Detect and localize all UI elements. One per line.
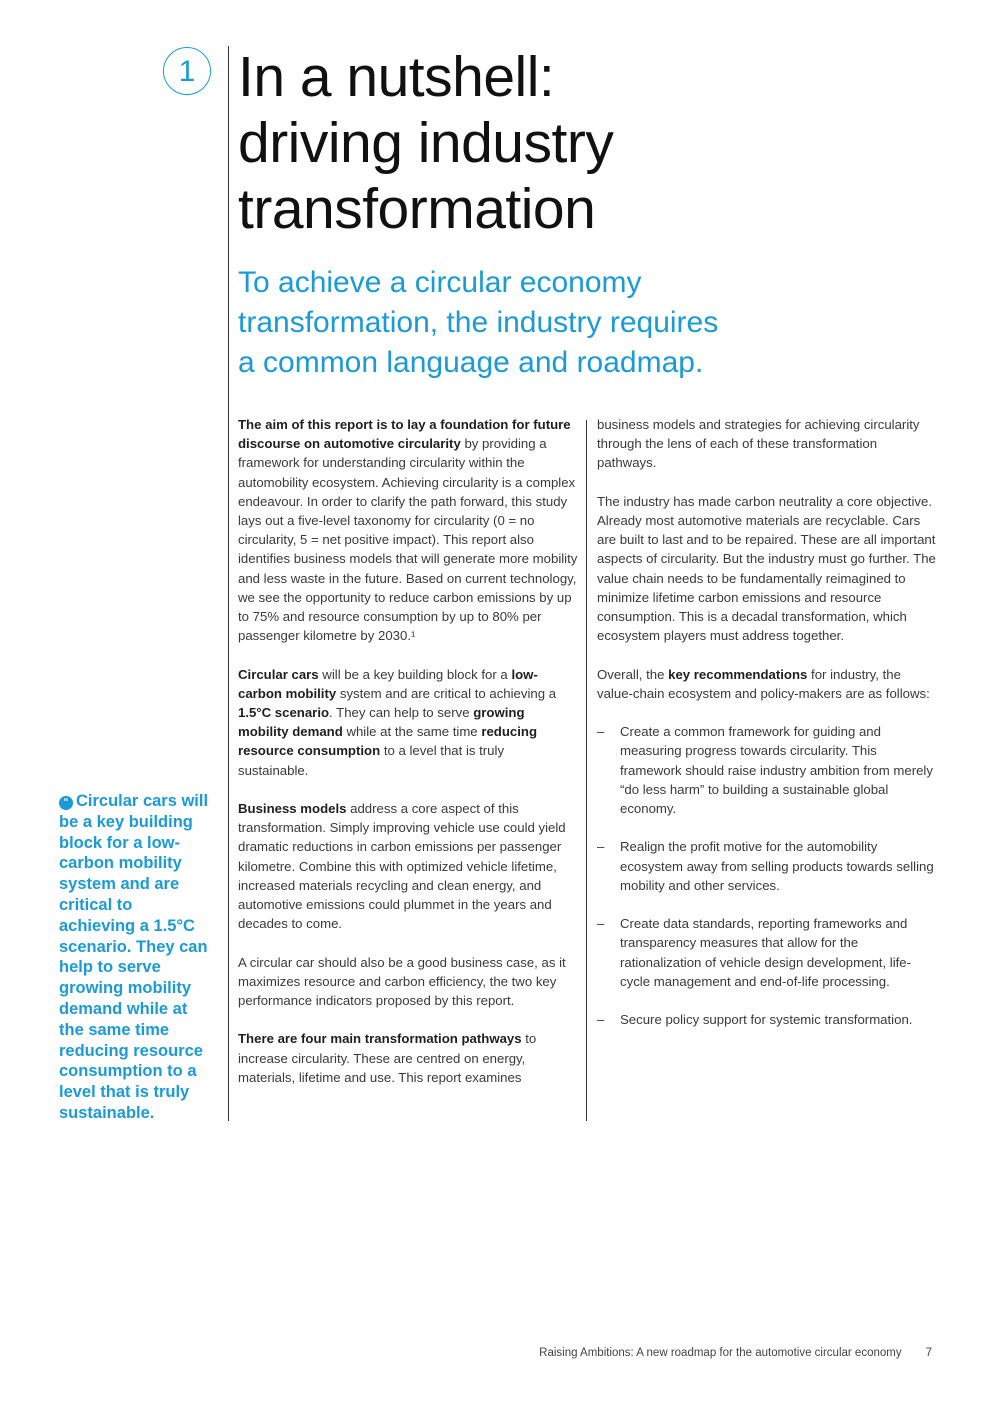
page-footer — [539, 1347, 932, 1359]
list-item: – Realign the profit motive for the automobility ecosystem away from selling products towards selling mobility and other services. — [597, 837, 937, 895]
paragraph-business-case: A circular car should also be a good business case, as it maximizes resource and carbon efficiency, the two key performance indicators proposed by this report. — [238, 954, 566, 1009]
emphasis: low-carbon mobility — [238, 666, 538, 701]
paragraph-text: address a core aspect of this transformation. Simply improving vehicle use could yield dramatic reductions in carbon emissions per passenger kilometre. Combine this with optimized vehicle lifetime, increased materials recycling and clean energy, and automotive emissions could plummet in the years and decades to come. — [238, 801, 566, 932]
emphasis: Circular cars — [238, 666, 319, 682]
emphasis: 1.5°C scenario — [238, 705, 330, 721]
chapter-number-badge: 1 — [163, 47, 211, 95]
paragraph-circular-cars — [238, 665, 578, 780]
subtitle-line: transformation, the industry requires — [238, 306, 719, 339]
page-title — [238, 44, 613, 242]
pull-quote-text: Circular cars will be a key building block for a low-carbon mobility system and are critical to achieving a 1.5°C scenario. They can help to serve growing mobility demand while at the same time reducing resource consumption to a level that is truly sustainable. — [59, 792, 209, 1122]
vertical-divider — [228, 46, 229, 1121]
title-line: transformation — [238, 177, 596, 241]
paragraph-pathways — [238, 1029, 578, 1087]
pull-quote — [59, 791, 209, 1124]
subtitle-line: a common language and roadmap. — [238, 346, 704, 379]
paragraph-report-aim — [238, 415, 578, 645]
title-line: In a nutshell: — [238, 45, 555, 109]
body-column-right — [597, 415, 937, 1049]
paragraph-lead: There are four main transformation pathways — [238, 1031, 522, 1047]
paragraph-text: to increase circularity. These are centred on energy, materials, lifetime and use. This report examines — [238, 1031, 537, 1085]
quote-icon: “ — [59, 796, 73, 810]
emphasis: growing mobility demand — [238, 705, 525, 740]
paragraph-text: for industry, the value-chain ecosystem and policy-makers are as follows: — [597, 666, 930, 701]
list-item: – Create a common framework for guiding and measuring progress towards circularity. This framework should raise industry ambition from merely “do less harm” to building a sustainable global economy. — [597, 722, 937, 818]
emphasis: key recommendations — [668, 666, 808, 682]
paragraph-lead: The aim of this report is to lay a foundation for future discourse on automotive circularity — [238, 417, 571, 452]
footer-report-subtitle: A new roadmap for the automotive circular economy — [633, 1347, 902, 1359]
paragraph-text: . They can help to serve — [329, 705, 474, 721]
paragraph-lead: Business models — [238, 801, 347, 817]
paragraph-recommendations-intro — [597, 665, 937, 703]
paragraph-text: Overall, the — [597, 666, 669, 682]
page-number: 7 — [925, 1347, 932, 1359]
paragraph-business-models — [238, 799, 578, 933]
page-subtitle — [238, 263, 798, 383]
paragraph-text: will be a key building block for a — [318, 666, 512, 682]
emphasis: reducing resource consumption — [238, 724, 537, 759]
paragraph-text: to a level that is truly sustainable. — [238, 743, 505, 778]
paragraph-text: while at the same time — [342, 724, 482, 740]
column-divider — [586, 420, 587, 1121]
paragraph-text: by providing a framework for understanding circularity within the automobility ecosystem. Achieving circularity is a complex endeavour. In order to clarify the path forward, this study lays out a five-level taxonomy for circularity (0 = no circularity, 5 = net positive impact). This report also identifies business models that will generate more mobility and less waste in the future. Based on current technology, we see the opportunity to reduce carbon emissions by up to 75% and resource consumption by up to 80% per passenger kilometre by 2030.¹ — [238, 436, 578, 644]
list-item: – Create data standards, reporting frameworks and transparency measures that allow for the rationalization of vehicle design development, life-cycle management and end-of-life processing. — [597, 914, 937, 991]
paragraph-text: system and are critical to achieving a — [336, 685, 557, 701]
title-line: driving industry — [238, 111, 614, 175]
list-item: – Secure policy support for systemic transformation. — [597, 1010, 937, 1029]
recommendations-list — [597, 722, 937, 1029]
body-column-left — [238, 415, 578, 1106]
subtitle-line: To achieve a circular economy — [238, 266, 642, 299]
paragraph-pathways-continued: business models and strategies for achieving circularity through the lens of each of these transformation pathways. — [597, 417, 920, 471]
paragraph-carbon-neutrality: The industry has made carbon neutrality a core objective. Already most automotive materials are recyclable. Cars are built to last and to be repaired. These are all important aspects of circularity. But the industry must go further. The value chain needs to be fundamentally reimagined to minimize lifetime carbon emissions and resource consumption. This is a decadal transformation, which ecosystem players must address together. — [597, 493, 936, 644]
footer-report-name: Raising Ambitions: — [539, 1347, 634, 1359]
